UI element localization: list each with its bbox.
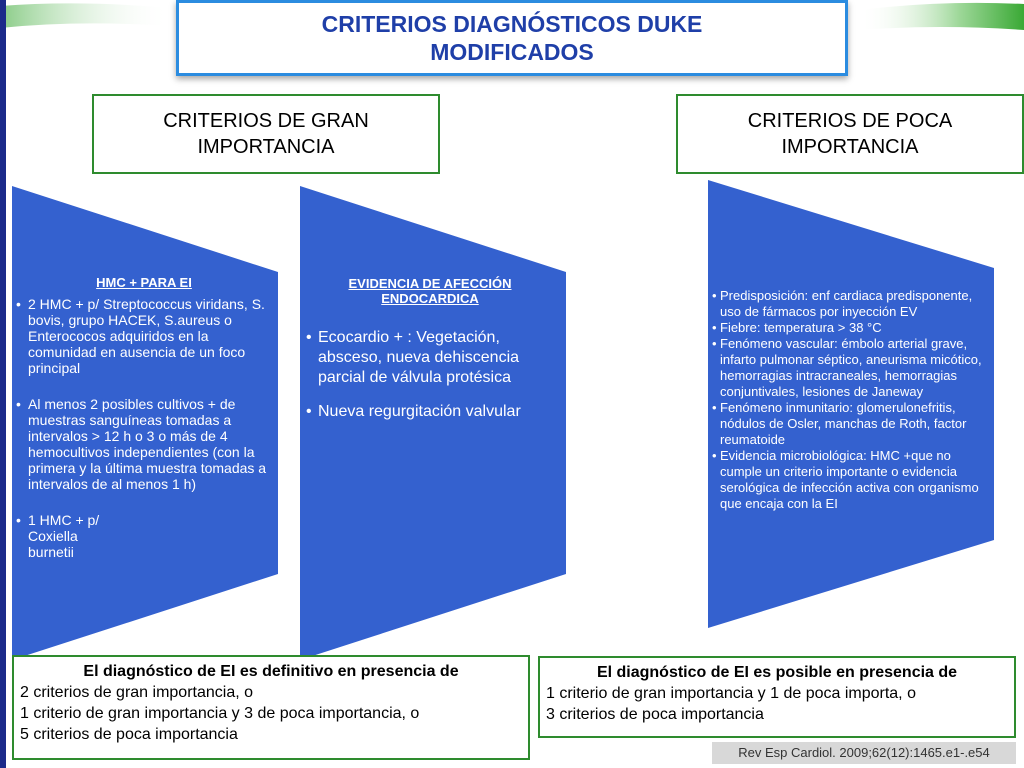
hmc-panel <box>16 275 272 560</box>
citation: Rev Esp Cardiol. 2009;62(12):1465.e1-.e54 <box>712 742 1016 764</box>
minor-criteria-label: CRITERIOS DE POCA IMPORTANCIA <box>747 110 953 158</box>
list-item: • Fenómeno vascular: émbolo arterial grave, infarto pulmonar séptico, aneurisma micótico, hemorragias intracraneales, hemorragias conjuntivales, lesiones de Janeway <box>712 336 984 400</box>
title-box <box>176 0 848 76</box>
evidencia-panel <box>306 276 554 422</box>
definitive-diagnosis-heading: El diagnóstico de EI es definitivo en presencia de <box>83 663 459 680</box>
page-title: CRITERIOS DIAGNÓSTICOS DUKE MODIFICADOS <box>321 11 703 65</box>
list-item: • Al menos 2 posibles cultivos + de muestras sanguíneas tomadas a intervalos > 12 h o 3 o más de 4 hemocultivos independientes (con la primera y la última muestra tomadas a intervalos de al menos 1 h) <box>16 396 272 492</box>
list-item: • Predisposición: enf cardiaca predisponente, uso de fármacos por inyección EV <box>712 288 984 320</box>
possible-diagnosis-heading: El diagnóstico de EI es posible en presencia de <box>596 664 958 681</box>
list-item: • 2 HMC + p/ Streptococcus viridans, S. bovis, grupo HACEK, S.aureus o Enterococos adquiridos en la comunidad en ausencia de un foco principal <box>16 296 272 376</box>
possible-diagnosis-box <box>538 656 1016 738</box>
list-item: • Fenómeno inmunitario: glomerulonefritis, nódulos de Osler, manchas de Roth, factor reumatoide <box>712 400 984 448</box>
definitive-line: 2 criterios de gran importancia, o <box>20 684 253 701</box>
list-item: • Ecocardio + : Vegetación, absceso, nueva dehiscencia parcial de válvula protésica <box>306 328 554 388</box>
definitive-line: 5 criterios de poca importancia <box>20 726 238 743</box>
minor-criteria-panel <box>712 288 984 512</box>
minor-criteria-list <box>712 288 984 512</box>
list-item: • 1 HMC + p/ Coxiella burnetii <box>16 512 124 560</box>
list-item: • Fiebre: temperatura > 38 °C <box>712 320 984 336</box>
possible-line: 1 criterio de gran importancia y 1 de poca importa, o <box>546 685 916 702</box>
evidencia-heading: EVIDENCIA DE AFECCIÓN ENDOCARDICA <box>348 276 512 306</box>
hmc-list <box>16 296 272 560</box>
major-criteria-label: CRITERIOS DE GRAN IMPORTANCIA <box>163 110 369 158</box>
list-item: • Nueva regurgitación valvular <box>306 402 554 422</box>
definitive-diagnosis-box <box>12 655 530 760</box>
evidencia-list <box>306 328 554 422</box>
definitive-line: 1 criterio de gran importancia y 3 de poca importancia, o <box>20 705 420 722</box>
possible-line: 3 criterios de poca importancia <box>546 706 764 723</box>
major-criteria-header <box>92 94 440 174</box>
hmc-heading: HMC + PARA EI <box>96 275 192 290</box>
minor-criteria-header <box>676 94 1024 174</box>
list-item: • Evidencia microbiológica: HMC +que no cumple un criterio importante o evidencia serológica de infección activa con organismo que encaja con la EI <box>712 448 984 512</box>
